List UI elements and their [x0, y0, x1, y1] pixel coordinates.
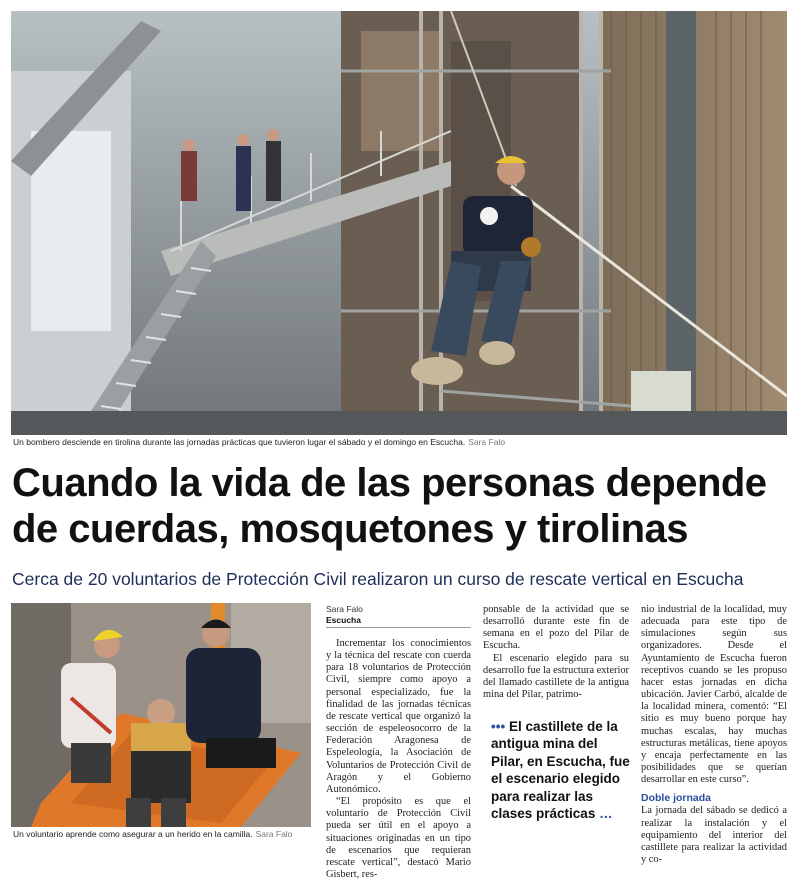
dateline: Escucha: [326, 615, 471, 628]
section-subtitle: Doble jornada: [641, 792, 712, 805]
caption-text: Un voluntario aprende como asegurar a un herido en la camilla.: [13, 829, 253, 839]
article-column-2: [483, 604, 629, 701]
bullet-dots: •••: [491, 719, 506, 734]
main-photo-illustration: [11, 11, 787, 435]
pull-quote: [491, 718, 631, 822]
pull-quote-text: El castillete de la antigua mina del Pilar, en Escucha, fue el escenario elegido para realizar las clases prácticas: [491, 719, 630, 822]
secondary-photo-illustration: [11, 603, 311, 827]
caption-text: Un bombero desciende en tirolina durante las jornadas prácticas que tuvieron lugar el sábado y el domingo en Escucha.: [13, 437, 466, 447]
paragraph: La jornada del sábado se dedicó a realizar la instalación y el equipamiento del interior del castillete para realizar la actividad y co-: [641, 805, 787, 865]
subheadline: Cerca de 20 voluntarios de Protección Civil realizaron un curso de rescate vertical en Escucha: [12, 569, 744, 589]
photo-credit: Sara Falo: [255, 829, 293, 839]
paragraph: Incrementar los conocimientos y la técnica del rescate con cuerda para 18 voluntarios de Protección Civil, siempre como apoyo a personal especializado, fue la finalidad de las jornadas técnicas de rescate vertical que organizó la sección de espeleosocorro de la Federación Aragonesa de Espeleología, la Asociación de Voluntarios de Protección Civil de Aragón y el Gobierno Autonómico.: [326, 638, 471, 795]
main-photo: [11, 11, 787, 435]
secondary-photo: [11, 603, 311, 827]
byline: Sara Falo: [326, 604, 363, 614]
paragraph: El escenario elegido para su desarrollo fue la estructura exterior del llamado castillete de la antigua mina del Pilar, patrimo-: [483, 652, 629, 701]
article-column-3: [641, 604, 787, 866]
photo-credit: Sara Falo: [468, 437, 506, 447]
secondary-photo-caption: [13, 829, 292, 840]
headline-line-2: de cuerdas, mosquetones y tirolinas: [12, 507, 689, 551]
headline-line-1: Cuando la vida de las personas depende: [12, 461, 767, 505]
paragraph: ponsable de la actividad que se desarrolló durante este fin de semana en el pozo del Pilar de Escucha.: [483, 604, 629, 652]
main-photo-caption: [13, 437, 505, 448]
article-column-1: [326, 604, 471, 881]
pull-quote-ellipsis: …: [599, 806, 613, 822]
paragraph: nio industrial de la localidad, muy adecuada para este tipo de simulaciones según sus organizadores. Desde el Ayuntamiento de Escucha fueron receptivos cuando se les propuso hacer estas jornadas en dicha ubicación. Javier Carbó, alcalde de la localidad minera, comentó: “El sitio es muy bueno porque hay muchas escalas, hay muchas estructuras metálicas, tiene apoyos y encaja perfectamente en las posibilidades que se querían desarrollar en este curso”.: [641, 604, 787, 786]
paragraph: “El propósito es que el voluntario de Protección Civil pueda ser útil en el apoyo a situaciones originadas en un tipo de escenarios que requieran rescate vertical”, destacó Mario Gisbert, res-: [326, 796, 471, 880]
headline: [12, 460, 797, 552]
